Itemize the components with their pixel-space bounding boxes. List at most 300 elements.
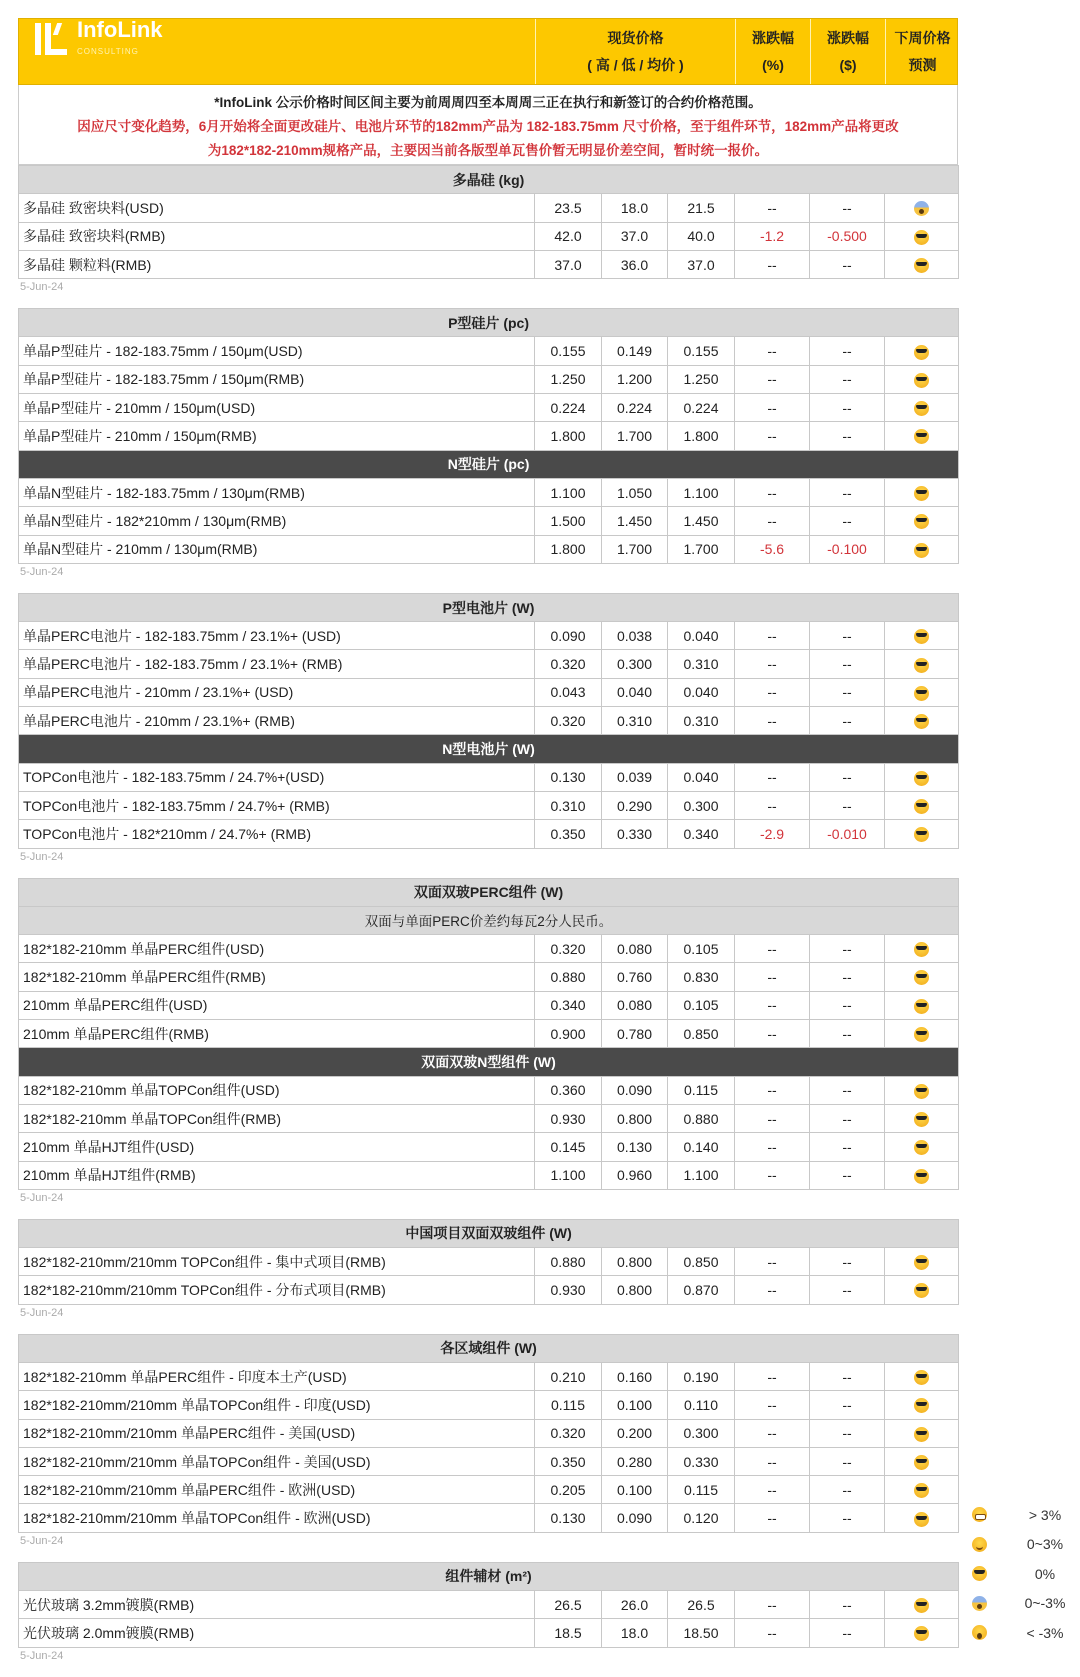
change-usd: -- (810, 1276, 885, 1304)
change-usd: -- (810, 1248, 885, 1276)
price-avg: 0.300 (668, 1419, 735, 1447)
forecast-cell (885, 1076, 959, 1104)
change-pct: -- (735, 422, 810, 450)
table-row (19, 365, 959, 393)
section-title: P型电池片 (W) (19, 593, 959, 621)
table-row (19, 1133, 959, 1161)
change-usd: -0.500 (810, 222, 885, 250)
table-row (19, 422, 959, 450)
legend-label: 0% (1034, 1565, 1056, 1582)
price-low: 0.800 (602, 1104, 668, 1132)
product-name: 182*182-210mm/210mm 单晶TOPCon组件 - 印度(USD) (19, 1391, 535, 1419)
section-header (19, 309, 959, 337)
product-name: 210mm 单晶PERC组件(USD) (19, 991, 535, 1019)
change-pct: -- (735, 1020, 810, 1048)
change-pct: -- (735, 1133, 810, 1161)
price-low: 1.700 (602, 535, 668, 563)
price-low: 0.160 (602, 1362, 668, 1390)
change-pct: -- (735, 1104, 810, 1132)
product-name: TOPCon电池片 - 182*210mm / 24.7%+ (RMB) (19, 820, 535, 848)
cool-face-icon (914, 686, 929, 701)
col-forecast-line1: 下周价格 (894, 29, 951, 46)
cool-face-icon (914, 970, 929, 985)
change-usd: -- (810, 1161, 885, 1189)
section-note: 双面与单面PERC价差约每瓦2分人民币。 (19, 906, 959, 934)
product-name: 182*182-210mm/210mm TOPCon组件 - 分布式项目(RMB) (19, 1276, 535, 1304)
legend-item (966, 1618, 1076, 1648)
price-avg: 0.110 (668, 1391, 735, 1419)
cool-face-icon (914, 543, 929, 558)
forecast-cell (885, 820, 959, 848)
logo-subtext: CONSULTING (77, 47, 139, 56)
change-usd: -- (810, 1619, 885, 1647)
price-avg: 0.040 (668, 678, 735, 706)
price-low: 0.800 (602, 1276, 668, 1304)
change-usd: -- (810, 763, 885, 791)
product-name: 182*182-210mm 单晶TOPCon组件(USD) (19, 1076, 535, 1104)
price-low: 0.149 (602, 337, 668, 365)
price-high: 0.320 (535, 1419, 602, 1447)
cool-face-icon (914, 1626, 929, 1641)
change-usd: -- (810, 1076, 885, 1104)
price-high: 0.130 (535, 1504, 602, 1532)
section-header (19, 166, 959, 194)
cool-face-icon (914, 401, 929, 416)
product-name: 单晶P型硅片 - 210mm / 150μm(RMB) (19, 422, 535, 450)
product-name: 光伏玻璃 2.0mm镀膜(RMB) (19, 1619, 535, 1647)
col-forecast (885, 19, 959, 84)
section-title: N型电池片 (W) (19, 735, 959, 763)
change-usd: -- (810, 1133, 885, 1161)
change-usd: -- (810, 1447, 885, 1475)
forecast-legend (966, 1500, 1076, 1648)
logo-text: InfoLink (77, 17, 163, 42)
forecast-cell (885, 194, 959, 222)
price-high: 0.320 (535, 935, 602, 963)
section-header (19, 1048, 959, 1076)
section-title: 组件辅材 (m²) (19, 1562, 959, 1590)
change-usd: -- (810, 422, 885, 450)
table-row (19, 1161, 959, 1189)
change-pct: -- (735, 963, 810, 991)
change-pct: -- (735, 1591, 810, 1619)
forecast-cell (885, 1276, 959, 1304)
change-pct: -- (735, 1362, 810, 1390)
product-name: 单晶P型硅片 - 210mm / 150μm(USD) (19, 394, 535, 422)
table-row (19, 535, 959, 563)
cool-face-icon (914, 658, 929, 673)
price-avg: 0.310 (668, 707, 735, 735)
col-pct-line2: (%) (762, 56, 784, 73)
table-row (19, 1504, 959, 1532)
price-low: 0.090 (602, 1504, 668, 1532)
forecast-cell (885, 991, 959, 1019)
change-usd: -- (810, 991, 885, 1019)
forecast-cell (885, 1591, 959, 1619)
forecast-cell (885, 650, 959, 678)
change-pct: -- (735, 622, 810, 650)
price-avg: 21.5 (668, 194, 735, 222)
forecast-cell (885, 707, 959, 735)
cool-face-icon (914, 629, 929, 644)
price-high: 1.500 (535, 507, 602, 535)
section-title: 双面双玻N型组件 (W) (19, 1048, 959, 1076)
price-high: 0.350 (535, 1447, 602, 1475)
forecast-cell (885, 222, 959, 250)
change-pct: -- (735, 1276, 810, 1304)
change-pct: -- (735, 991, 810, 1019)
change-usd: -0.100 (810, 535, 885, 563)
section-header (19, 878, 959, 906)
price-low: 0.090 (602, 1076, 668, 1104)
product-name: 光伏玻璃 3.2mm镀膜(RMB) (19, 1591, 535, 1619)
cool-face-icon (914, 230, 929, 245)
date-label: 5-Jun-24 (20, 1306, 64, 1319)
table-row (19, 622, 959, 650)
astonished-face-icon (972, 1625, 987, 1640)
price-low: 36.0 (602, 250, 668, 278)
price-low: 0.280 (602, 1447, 668, 1475)
table-row (19, 1476, 959, 1504)
notes-box (18, 85, 958, 165)
price-avg: 1.100 (668, 1161, 735, 1189)
price-avg: 0.120 (668, 1504, 735, 1532)
cool-face-icon (914, 1455, 929, 1470)
col-usd-line2: ($) (839, 56, 857, 73)
change-usd: -- (810, 791, 885, 819)
forecast-cell (885, 678, 959, 706)
cool-face-icon (914, 1427, 929, 1442)
price-avg: 0.870 (668, 1276, 735, 1304)
product-name: 多晶硅 颗粒料(RMB) (19, 250, 535, 278)
product-name: 182*182-210mm/210mm 单晶TOPCon组件 - 欧洲(USD) (19, 1504, 535, 1532)
price-low: 0.960 (602, 1161, 668, 1189)
price-high: 0.360 (535, 1076, 602, 1104)
price-avg: 1.250 (668, 365, 735, 393)
price-high: 1.100 (535, 478, 602, 506)
price-high: 0.205 (535, 1476, 602, 1504)
price-high: 0.930 (535, 1276, 602, 1304)
date-label: 5-Jun-24 (20, 1649, 64, 1662)
change-usd: -- (810, 507, 885, 535)
legend-label: > 3% (1028, 1506, 1062, 1523)
forecast-cell (885, 1020, 959, 1048)
change-usd: -- (810, 394, 885, 422)
change-pct: -1.2 (735, 222, 810, 250)
product-name: 182*182-210mm/210mm 单晶PERC组件 - 美国(USD) (19, 1419, 535, 1447)
forecast-cell (885, 507, 959, 535)
section-title: 各区域组件 (W) (19, 1334, 959, 1362)
change-usd: -- (810, 478, 885, 506)
cool-face-icon (914, 1255, 929, 1270)
change-pct: -- (735, 507, 810, 535)
change-usd: -- (810, 1591, 885, 1619)
change-pct: -- (735, 478, 810, 506)
cool-face-icon (914, 1112, 929, 1127)
col-change-pct (735, 19, 810, 84)
price-avg: 1.100 (668, 478, 735, 506)
cool-face-icon (914, 486, 929, 501)
price-avg: 0.115 (668, 1076, 735, 1104)
price-high: 1.250 (535, 365, 602, 393)
product-name: 210mm 单晶PERC组件(RMB) (19, 1020, 535, 1048)
change-usd: -- (810, 1104, 885, 1132)
table-row (19, 1447, 959, 1475)
change-pct: -- (735, 650, 810, 678)
forecast-cell (885, 1362, 959, 1390)
price-low: 1.200 (602, 365, 668, 393)
price-low: 0.224 (602, 394, 668, 422)
table-row (19, 507, 959, 535)
price-high: 0.320 (535, 707, 602, 735)
change-pct: -- (735, 1476, 810, 1504)
product-name: 单晶PERC电池片 - 182-183.75mm / 23.1%+ (USD) (19, 622, 535, 650)
forecast-cell (885, 422, 959, 450)
table-header (18, 18, 958, 85)
change-pct: -- (735, 763, 810, 791)
product-name: 182*182-210mm 单晶TOPCon组件(RMB) (19, 1104, 535, 1132)
price-avg: 1.700 (668, 535, 735, 563)
section-title: P型硅片 (pc) (19, 309, 959, 337)
forecast-cell (885, 622, 959, 650)
price-low: 0.038 (602, 622, 668, 650)
cool-face-icon (914, 345, 929, 360)
price-low: 37.0 (602, 222, 668, 250)
price-avg: 0.040 (668, 763, 735, 791)
price-high: 0.224 (535, 394, 602, 422)
change-pct: -- (735, 250, 810, 278)
product-name: 182*182-210mm/210mm TOPCon组件 - 集中式项目(RMB) (19, 1248, 535, 1276)
price-low: 0.760 (602, 963, 668, 991)
note-line-1: *InfoLink 公示价格时间区间主要为前周周四至本周周三正在执行和新签订的合约价格范围。 (214, 95, 762, 110)
price-avg: 0.115 (668, 1476, 735, 1504)
smile-face-icon (972, 1537, 987, 1552)
col-pct-line1: 涨跌幅 (752, 29, 794, 46)
price-low: 0.100 (602, 1476, 668, 1504)
change-pct: -- (735, 194, 810, 222)
legend-item (966, 1589, 1076, 1619)
section-header (19, 593, 959, 621)
price-table-group (18, 593, 959, 849)
legend-label: < -3% (1026, 1624, 1064, 1641)
cool-face-icon (914, 799, 929, 814)
infolink-logo (19, 19, 535, 84)
change-usd: -- (810, 935, 885, 963)
price-avg: 0.105 (668, 991, 735, 1019)
price-avg: 37.0 (668, 250, 735, 278)
price-low: 18.0 (602, 194, 668, 222)
cool-face-icon (914, 942, 929, 957)
scream-face-icon (972, 1596, 987, 1611)
forecast-cell (885, 478, 959, 506)
price-avg: 0.850 (668, 1020, 735, 1048)
price-avg: 1.450 (668, 507, 735, 535)
table-row (19, 1020, 959, 1048)
forecast-cell (885, 337, 959, 365)
price-low: 0.039 (602, 763, 668, 791)
change-usd: -- (810, 365, 885, 393)
cool-face-icon (914, 1169, 929, 1184)
product-name: 单晶P型硅片 - 182-183.75mm / 150μm(USD) (19, 337, 535, 365)
table-row (19, 820, 959, 848)
legend-item (966, 1530, 1076, 1560)
price-table-group (18, 308, 959, 564)
change-usd: -- (810, 1020, 885, 1048)
price-high: 1.800 (535, 422, 602, 450)
table-row (19, 222, 959, 250)
table-row (19, 1419, 959, 1447)
legend-item (966, 1559, 1076, 1589)
cool-face-icon (914, 1598, 929, 1613)
cool-face-icon (914, 258, 929, 273)
price-low: 0.040 (602, 678, 668, 706)
forecast-cell (885, 1133, 959, 1161)
col-spot-price (535, 19, 735, 84)
product-name: 182*182-210mm/210mm 单晶PERC组件 - 欧洲(USD) (19, 1476, 535, 1504)
col-spot-line1: 现货价格 (607, 29, 664, 46)
forecast-cell (885, 250, 959, 278)
table-row (19, 1362, 959, 1390)
price-low: 0.780 (602, 1020, 668, 1048)
product-name: 多晶硅 致密块料(RMB) (19, 222, 535, 250)
cool-face-icon (914, 1084, 929, 1099)
date-label: 5-Jun-24 (20, 1534, 64, 1547)
product-name: 210mm 单晶HJT组件(RMB) (19, 1161, 535, 1189)
price-avg: 1.800 (668, 422, 735, 450)
infolink-logo-mark-icon (33, 19, 69, 59)
price-avg: 0.330 (668, 1447, 735, 1475)
date-label: 5-Jun-24 (20, 1191, 64, 1204)
price-avg: 0.880 (668, 1104, 735, 1132)
price-table-group (18, 878, 959, 1190)
price-high: 42.0 (535, 222, 602, 250)
price-high: 0.043 (535, 678, 602, 706)
price-low: 1.450 (602, 507, 668, 535)
change-usd: -- (810, 622, 885, 650)
product-name: 单晶N型硅片 - 182-183.75mm / 130μm(RMB) (19, 478, 535, 506)
price-avg: 0.040 (668, 622, 735, 650)
change-usd: -- (810, 1362, 885, 1390)
price-groups (18, 165, 958, 1677)
change-pct: -- (735, 678, 810, 706)
date-label: 5-Jun-24 (20, 565, 64, 578)
date-label: 5-Jun-24 (20, 281, 64, 294)
change-pct: -- (735, 1619, 810, 1647)
product-name: 182*182-210mm/210mm 单晶TOPCon组件 - 美国(USD) (19, 1447, 535, 1475)
legend-item (966, 1500, 1076, 1530)
product-name: 单晶PERC电池片 - 210mm / 23.1%+ (RMB) (19, 707, 535, 735)
change-pct: -- (735, 707, 810, 735)
table-row (19, 1391, 959, 1419)
price-high: 23.5 (535, 194, 602, 222)
change-usd: -- (810, 707, 885, 735)
forecast-cell (885, 1447, 959, 1475)
price-low: 18.0 (602, 1619, 668, 1647)
forecast-cell (885, 1391, 959, 1419)
price-low: 0.300 (602, 650, 668, 678)
change-pct: -5.6 (735, 535, 810, 563)
table-row (19, 763, 959, 791)
price-low: 0.310 (602, 707, 668, 735)
legend-label: 0~3% (1026, 1536, 1064, 1553)
cool-face-icon (972, 1566, 987, 1581)
price-low: 0.800 (602, 1248, 668, 1276)
price-table-group (18, 165, 959, 279)
change-pct: -- (735, 935, 810, 963)
change-pct: -- (735, 365, 810, 393)
price-high: 1.800 (535, 535, 602, 563)
price-high: 26.5 (535, 1591, 602, 1619)
change-pct: -- (735, 1076, 810, 1104)
table-row (19, 394, 959, 422)
price-avg: 40.0 (668, 222, 735, 250)
price-low: 0.290 (602, 791, 668, 819)
table-row (19, 678, 959, 706)
change-usd: -- (810, 250, 885, 278)
change-pct: -- (735, 394, 810, 422)
table-row (19, 707, 959, 735)
table-row (19, 337, 959, 365)
change-pct: -- (735, 1419, 810, 1447)
price-high: 0.155 (535, 337, 602, 365)
price-high: 0.090 (535, 622, 602, 650)
price-high: 0.880 (535, 963, 602, 991)
product-name: 多晶硅 致密块料(USD) (19, 194, 535, 222)
table-row (19, 1248, 959, 1276)
table-row (19, 791, 959, 819)
change-pct: -- (735, 1248, 810, 1276)
forecast-cell (885, 1619, 959, 1647)
grin-face-icon (972, 1507, 987, 1522)
cool-face-icon (914, 1140, 929, 1155)
price-high: 0.145 (535, 1133, 602, 1161)
price-avg: 0.340 (668, 820, 735, 848)
cool-face-icon (914, 714, 929, 729)
forecast-cell (885, 1104, 959, 1132)
change-usd: -- (810, 1504, 885, 1532)
change-usd: -- (810, 1391, 885, 1419)
cool-face-icon (914, 771, 929, 786)
cool-face-icon (914, 999, 929, 1014)
price-avg: 0.224 (668, 394, 735, 422)
cool-face-icon (914, 1398, 929, 1413)
price-high: 0.210 (535, 1362, 602, 1390)
col-forecast-line2: 预测 (908, 56, 937, 73)
change-usd: -- (810, 678, 885, 706)
product-name: 单晶N型硅片 - 182*210mm / 130μm(RMB) (19, 507, 535, 535)
cool-face-icon (914, 373, 929, 388)
price-table-group (18, 1219, 959, 1305)
forecast-cell (885, 1476, 959, 1504)
price-avg: 0.105 (668, 935, 735, 963)
section-header (19, 735, 959, 763)
forecast-cell (885, 394, 959, 422)
table-row (19, 650, 959, 678)
price-high: 0.880 (535, 1248, 602, 1276)
change-usd: -- (810, 1476, 885, 1504)
price-high: 0.340 (535, 991, 602, 1019)
col-spot-line2: ( 高 / 低 / 均价 ) (587, 56, 684, 73)
date-label: 5-Jun-24 (20, 850, 64, 863)
product-name: 单晶PERC电池片 - 182-183.75mm / 23.1%+ (RMB) (19, 650, 535, 678)
price-table-group (18, 1562, 959, 1648)
change-pct: -- (735, 1391, 810, 1419)
product-name: 182*182-210mm 单晶PERC组件 - 印度本土产(USD) (19, 1362, 535, 1390)
price-avg: 26.5 (668, 1591, 735, 1619)
forecast-cell (885, 1504, 959, 1532)
price-high: 0.115 (535, 1391, 602, 1419)
forecast-cell (885, 791, 959, 819)
